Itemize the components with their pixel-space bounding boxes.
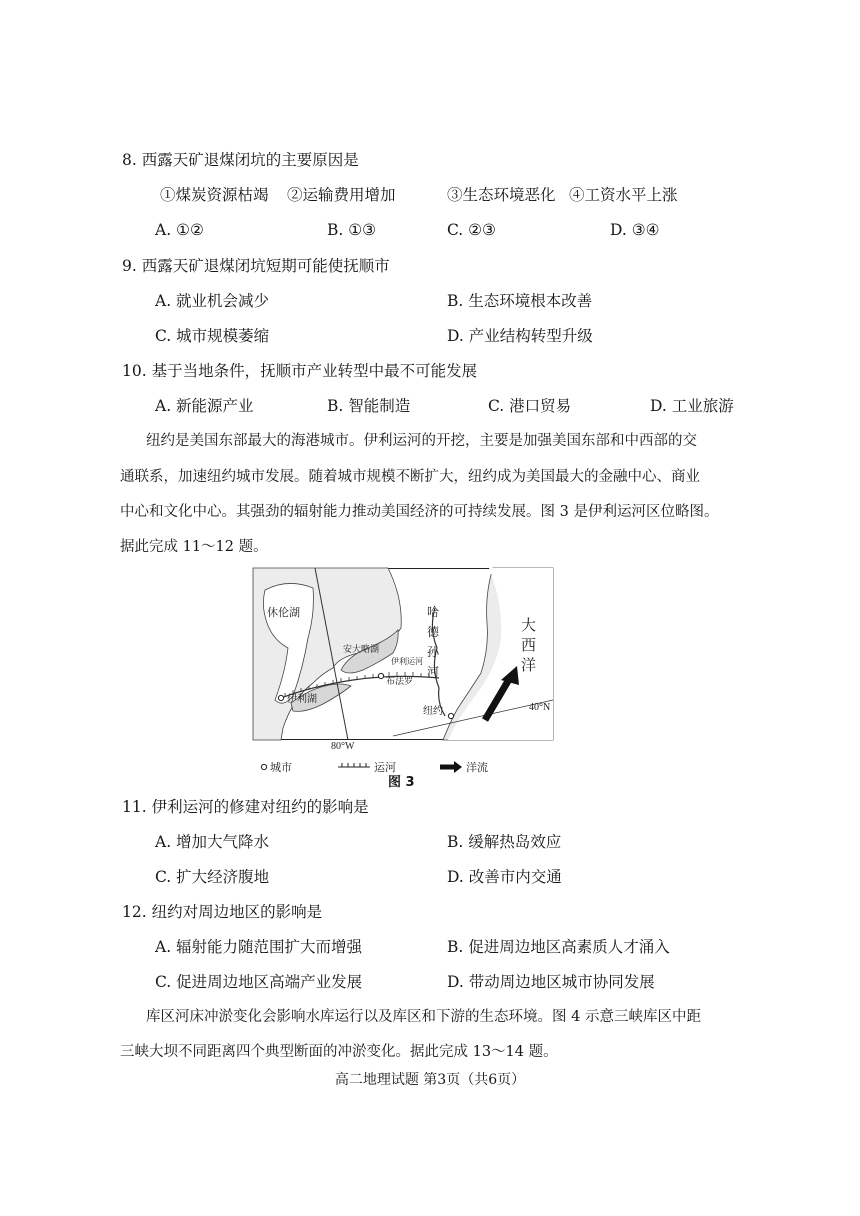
q8-item-4: ④工资水平上涨	[569, 186, 678, 204]
label-newyork: 纽约	[423, 706, 443, 717]
passage1-line-4: 据此完成 11～12 题。	[120, 539, 268, 555]
city-marker-buffalo	[378, 673, 383, 678]
city-marker-newyork	[448, 713, 453, 718]
label-atlantic-1: 大	[521, 618, 537, 634]
q12-option-a: A. 辐射能力随范围扩大而增强	[155, 938, 363, 956]
label-80w: 80°W	[331, 741, 355, 752]
legend-city-icon	[261, 764, 266, 769]
label-ontario: 安大略湖	[343, 644, 380, 654]
label-huron: 休伦湖	[267, 607, 300, 619]
q12-stem: 12. 纽约对周边地区的影响是	[122, 903, 323, 921]
q11-stem: 11. 伊利运河的修建对纽约的影响是	[122, 798, 369, 816]
q9-option-d: D. 产业结构转型升级	[447, 327, 593, 345]
label-hudson-1: 哈	[427, 605, 440, 619]
label-hudson-3: 孙	[427, 645, 440, 659]
passage1-line-1: 纽约是美国东部最大的海港城市。伊利运河的开挖，主要是加强美国东部和中西部的交	[146, 433, 697, 449]
q8-option-c: C. ②③	[447, 221, 496, 239]
q8-item-1: ①煤炭资源枯竭	[160, 186, 269, 204]
passage1-line-3: 中心和文化中心。其强劲的辐射能力推动美国经济的可持续发展。图 3 是伊利运河区位略图。	[120, 504, 719, 520]
q11-option-d: D. 改善市内交通	[447, 868, 562, 886]
q8-option-d: D. ③④	[610, 221, 660, 239]
figure-caption: 图 3	[388, 775, 415, 790]
label-40n: 40°N	[529, 702, 551, 713]
legend-canal-icon	[338, 763, 370, 767]
label-atlantic-3: 洋	[521, 658, 537, 674]
q10-option-c: C. 港口贸易	[488, 397, 572, 415]
q8-option-b: B. ①③	[327, 221, 377, 239]
q8-item-3: ③生态环境恶化	[447, 186, 556, 204]
q11-option-b: B. 缓解热岛效应	[447, 833, 562, 851]
q8-item-2: ②运输费用增加	[287, 186, 396, 204]
q10-stem: 10. 基于当地条件，抚顺市产业转型中最不可能发展	[122, 362, 478, 380]
q8-option-a: A. ①②	[155, 221, 204, 239]
q9-option-c: C. 城市规模萎缩	[155, 327, 270, 345]
legend-canal-label: 运河	[374, 762, 396, 774]
q11-option-c: C. 扩大经济腹地	[155, 868, 270, 886]
q9-option-b: B. 生态环境根本改善	[447, 292, 593, 310]
q11-option-a: A. 增加大气降水	[155, 833, 270, 851]
map-legend	[258, 758, 498, 776]
legend-current-label: 洋流	[466, 762, 488, 774]
q9-stem: 9. 西露天矿退煤闭坑短期可能使抚顺市	[122, 257, 390, 275]
q9-option-a: A. 就业机会减少	[155, 292, 270, 310]
q8-stem: 8. 西露天矿退煤闭坑的主要原因是	[122, 151, 359, 169]
passage1-line-2: 通联系，加速纽约城市发展。随着城市规模不断扩大，纽约成为美国最大的金融中心、商业	[120, 469, 700, 485]
q12-option-b: B. 促进周边地区高素质人才涌入	[447, 938, 670, 956]
erie-canal-location-map	[253, 568, 553, 752]
figure-3-map	[253, 568, 553, 752]
page-footer: 高二地理试题 第3页（共6页）	[334, 1072, 526, 1088]
legend-city-label: 城市	[270, 762, 292, 774]
legend-current-arrowhead	[454, 761, 462, 773]
label-buffalo: 布法罗	[386, 676, 414, 686]
q10-option-b: B. 智能制造	[327, 397, 411, 415]
label-hudson-2: 德	[427, 625, 440, 639]
city-marker-buffalo-west	[278, 695, 283, 700]
label-hudson-4: 河	[427, 665, 440, 679]
q10-option-a: A. 新能源产业	[155, 397, 254, 415]
passage2-line-2: 三峡大坝不同距离四个典型断面的冲淤变化。据此完成 13～14 题。	[120, 1044, 558, 1060]
q10-option-d: D. 工业旅游	[650, 397, 734, 415]
label-erie-lake: 伊利湖	[287, 694, 317, 705]
label-erie-canal: 伊利运河	[391, 657, 423, 666]
q12-option-d: D. 带动周边地区城市协同发展	[447, 973, 655, 991]
label-atlantic-2: 西	[521, 638, 537, 654]
passage2-line-1: 库区河床冲淤变化会影响水库运行以及库区和下游的生态环境。图 4 示意三峡库区中距	[146, 1009, 701, 1025]
q12-option-c: C. 促进周边地区高端产业发展	[155, 973, 363, 991]
